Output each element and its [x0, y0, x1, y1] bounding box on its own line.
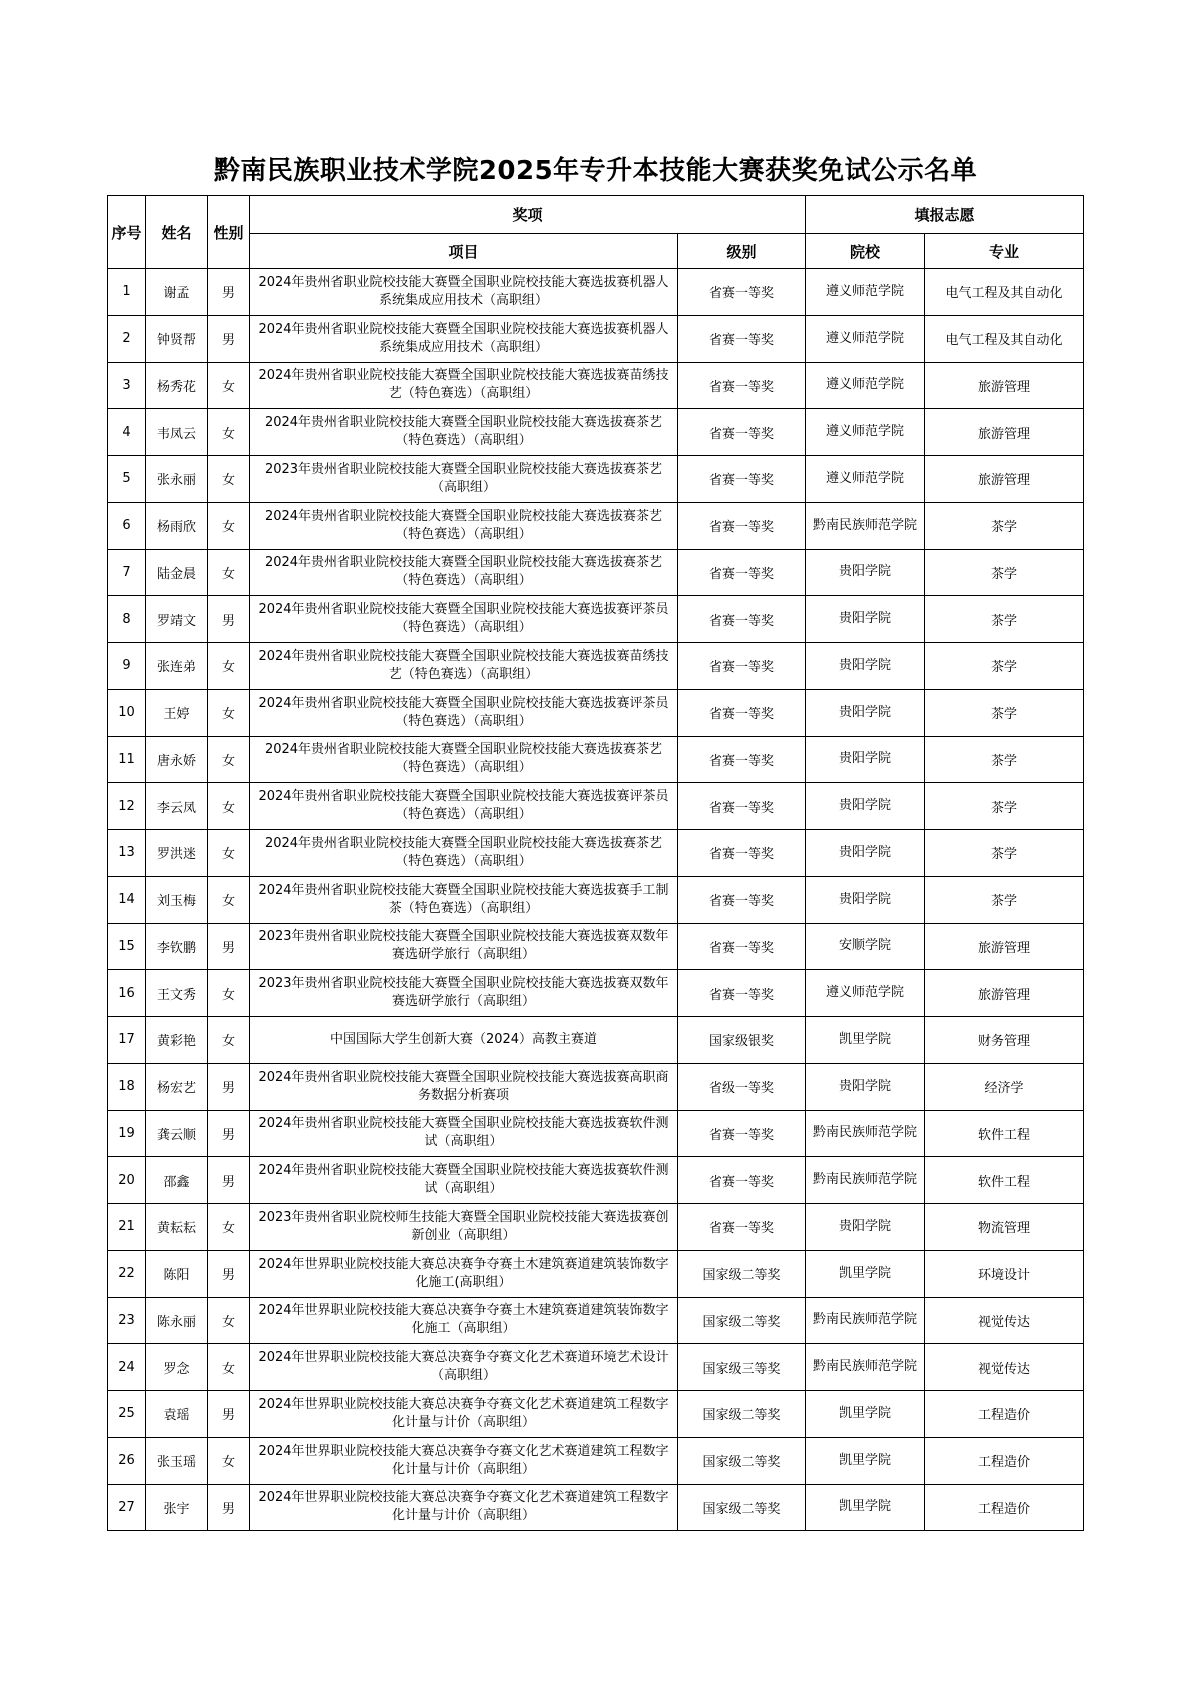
cell-gender: 女 — [208, 549, 250, 596]
table-row — [108, 1017, 1084, 1064]
table-row — [108, 1110, 1084, 1157]
cell-school: 贵阳学院 — [806, 1063, 925, 1110]
cell-school: 凯里学院 — [806, 1391, 925, 1438]
cell-major: 旅游管理 — [925, 409, 1084, 456]
cell-project: 2024年贵州省职业院校技能大赛暨全国职业院校技能大赛选拔赛软件测试（高职组） — [250, 1110, 678, 1157]
cell-name: 邵鑫 — [146, 1157, 208, 1204]
cell-project: 2024年贵州省职业院校技能大赛暨全国职业院校技能大赛选拔赛高职商务数据分析赛项 — [250, 1063, 678, 1110]
cell-level: 省赛一等奖 — [678, 549, 806, 596]
cell-name: 黄耘耘 — [146, 1204, 208, 1251]
cell-level: 省赛一等奖 — [678, 736, 806, 783]
cell-gender: 女 — [208, 783, 250, 830]
cell-school: 贵阳学院 — [806, 830, 925, 877]
table-row — [108, 1484, 1084, 1531]
header-project: 项目 — [250, 234, 678, 269]
cell-level: 国家级二等奖 — [678, 1391, 806, 1438]
cell-name: 李云凤 — [146, 783, 208, 830]
cell-gender: 男 — [208, 1484, 250, 1531]
cell-gender: 女 — [208, 1017, 250, 1064]
cell-name: 杨雨欣 — [146, 502, 208, 549]
cell-index: 14 — [108, 876, 146, 923]
cell-gender: 男 — [208, 315, 250, 362]
table-row — [108, 315, 1084, 362]
table-row — [108, 643, 1084, 690]
cell-school: 凯里学院 — [806, 1437, 925, 1484]
table-row — [108, 1204, 1084, 1251]
cell-major: 软件工程 — [925, 1157, 1084, 1204]
cell-major: 工程造价 — [925, 1484, 1084, 1531]
cell-name: 罗洪迷 — [146, 830, 208, 877]
cell-gender: 女 — [208, 456, 250, 503]
cell-name: 张连弟 — [146, 643, 208, 690]
cell-project: 2024年贵州省职业院校技能大赛暨全国职业院校技能大赛选拔赛茶艺（特色赛选）（高职组） — [250, 409, 678, 456]
cell-name: 陈永丽 — [146, 1297, 208, 1344]
cell-gender: 女 — [208, 502, 250, 549]
table-row — [108, 1250, 1084, 1297]
cell-major: 电气工程及其自动化 — [925, 269, 1084, 316]
cell-school: 黔南民族师范学院 — [806, 1110, 925, 1157]
cell-name: 杨宏艺 — [146, 1063, 208, 1110]
page-title: 黔南民族职业技术学院2025年专升本技能大赛获奖免试公示名单 — [213, 156, 978, 186]
cell-gender: 女 — [208, 409, 250, 456]
cell-index: 19 — [108, 1110, 146, 1157]
cell-gender: 女 — [208, 876, 250, 923]
cell-name: 罗念 — [146, 1344, 208, 1391]
cell-name: 袁瑶 — [146, 1391, 208, 1438]
cell-school: 凯里学院 — [806, 1250, 925, 1297]
cell-level: 省赛一等奖 — [678, 689, 806, 736]
cell-index: 25 — [108, 1391, 146, 1438]
cell-major: 旅游管理 — [925, 456, 1084, 503]
table-row — [108, 1391, 1084, 1438]
cell-index: 8 — [108, 596, 146, 643]
cell-index: 6 — [108, 502, 146, 549]
cell-school: 遵义师范学院 — [806, 362, 925, 409]
cell-major: 茶学 — [925, 689, 1084, 736]
cell-name: 罗靖文 — [146, 596, 208, 643]
cell-project: 2024年贵州省职业院校技能大赛暨全国职业院校技能大赛选拔赛茶艺（特色赛选）（高职组） — [250, 736, 678, 783]
cell-major: 旅游管理 — [925, 923, 1084, 970]
table-row — [108, 1063, 1084, 1110]
cell-level: 省赛一等奖 — [678, 643, 806, 690]
cell-level: 省赛一等奖 — [678, 362, 806, 409]
cell-school: 黔南民族师范学院 — [806, 1157, 925, 1204]
cell-index: 22 — [108, 1250, 146, 1297]
cell-major: 茶学 — [925, 596, 1084, 643]
cell-project: 2024年贵州省职业院校技能大赛暨全国职业院校技能大赛选拔赛机器人系统集成应用技术（高职组） — [250, 315, 678, 362]
header-index: 序号 — [108, 196, 146, 269]
cell-project: 2024年世界职业院校技能大赛总决赛争夺赛土木建筑赛道建筑装饰数字化施工（高职组） — [250, 1297, 678, 1344]
table-row — [108, 830, 1084, 877]
cell-major: 物流管理 — [925, 1204, 1084, 1251]
cell-school: 贵阳学院 — [806, 1204, 925, 1251]
cell-project: 2024年贵州省职业院校技能大赛暨全国职业院校技能大赛选拔赛机器人系统集成应用技术（高职组） — [250, 269, 678, 316]
cell-name: 陈阳 — [146, 1250, 208, 1297]
cell-index: 26 — [108, 1437, 146, 1484]
cell-project: 2024年世界职业院校技能大赛总决赛争夺赛土木建筑赛道建筑装饰数字化施工(高职组） — [250, 1250, 678, 1297]
cell-major: 软件工程 — [925, 1110, 1084, 1157]
cell-project: 中国国际大学生创新大赛（2024）高教主赛道 — [250, 1017, 678, 1064]
cell-school: 黔南民族师范学院 — [806, 502, 925, 549]
cell-major: 工程造价 — [925, 1437, 1084, 1484]
cell-gender: 女 — [208, 689, 250, 736]
cell-project: 2023年贵州省职业院校技能大赛暨全国职业院校技能大赛选拔赛双数年赛选研学旅行（高职组） — [250, 923, 678, 970]
cell-project: 2024年贵州省职业院校技能大赛暨全国职业院校技能大赛选拔赛软件测试（高职组） — [250, 1157, 678, 1204]
cell-index: 12 — [108, 783, 146, 830]
cell-index: 4 — [108, 409, 146, 456]
cell-school: 遵义师范学院 — [806, 409, 925, 456]
cell-school: 贵阳学院 — [806, 689, 925, 736]
table-row — [108, 923, 1084, 970]
cell-major: 环境设计 — [925, 1250, 1084, 1297]
cell-index: 27 — [108, 1484, 146, 1531]
table-row — [108, 783, 1084, 830]
cell-index: 18 — [108, 1063, 146, 1110]
cell-school: 凯里学院 — [806, 1484, 925, 1531]
cell-school: 贵阳学院 — [806, 736, 925, 783]
cell-project: 2024年贵州省职业院校技能大赛暨全国职业院校技能大赛选拔赛苗绣技艺（特色赛选）（高职组） — [250, 362, 678, 409]
cell-project: 2023年贵州省职业院校技能大赛暨全国职业院校技能大赛选拔赛茶艺（高职组） — [250, 456, 678, 503]
cell-name: 刘玉梅 — [146, 876, 208, 923]
cell-name: 张宇 — [146, 1484, 208, 1531]
cell-level: 省赛一等奖 — [678, 596, 806, 643]
cell-level: 省赛一等奖 — [678, 970, 806, 1017]
table-row — [108, 596, 1084, 643]
table-row — [108, 549, 1084, 596]
cell-level: 国家级银奖 — [678, 1017, 806, 1064]
cell-project: 2024年贵州省职业院校技能大赛暨全国职业院校技能大赛选拔赛评茶员（特色赛选）（高职组） — [250, 596, 678, 643]
cell-gender: 男 — [208, 1250, 250, 1297]
cell-gender: 男 — [208, 596, 250, 643]
cell-index: 1 — [108, 269, 146, 316]
cell-gender: 女 — [208, 970, 250, 1017]
cell-major: 经济学 — [925, 1063, 1084, 1110]
cell-level: 省赛一等奖 — [678, 1204, 806, 1251]
cell-index: 21 — [108, 1204, 146, 1251]
cell-gender: 男 — [208, 1391, 250, 1438]
table-row — [108, 876, 1084, 923]
cell-level: 省赛一等奖 — [678, 315, 806, 362]
cell-gender: 女 — [208, 1344, 250, 1391]
header-wish: 填报志愿 — [806, 196, 1084, 234]
cell-school: 遵义师范学院 — [806, 970, 925, 1017]
cell-major: 茶学 — [925, 736, 1084, 783]
cell-level: 省赛一等奖 — [678, 830, 806, 877]
cell-name: 张玉瑶 — [146, 1437, 208, 1484]
subheader-row — [108, 234, 1084, 269]
cell-project: 2024年贵州省职业院校技能大赛暨全国职业院校技能大赛选拔赛评茶员（特色赛选）（高职组） — [250, 783, 678, 830]
cell-name: 王文秀 — [146, 970, 208, 1017]
award-table — [107, 195, 1084, 1531]
table-row — [108, 970, 1084, 1017]
cell-school: 黔南民族师范学院 — [806, 1297, 925, 1344]
cell-gender: 女 — [208, 643, 250, 690]
cell-level: 省赛一等奖 — [678, 876, 806, 923]
cell-project: 2024年贵州省职业院校技能大赛暨全国职业院校技能大赛选拔赛苗绣技艺（特色赛选）（高职组） — [250, 643, 678, 690]
cell-level: 省赛一等奖 — [678, 783, 806, 830]
cell-gender: 女 — [208, 362, 250, 409]
header-name: 姓名 — [146, 196, 208, 269]
cell-project: 2024年贵州省职业院校技能大赛暨全国职业院校技能大赛选拔赛茶艺（特色赛选）（高职组） — [250, 830, 678, 877]
cell-major: 茶学 — [925, 549, 1084, 596]
table-row — [108, 362, 1084, 409]
cell-name: 陆金晨 — [146, 549, 208, 596]
cell-name: 黄彩艳 — [146, 1017, 208, 1064]
cell-index: 13 — [108, 830, 146, 877]
cell-level: 省赛一等奖 — [678, 1110, 806, 1157]
cell-gender: 男 — [208, 1157, 250, 1204]
cell-project: 2024年世界职业院校技能大赛总决赛争夺赛文化艺术赛道建筑工程数字化计量与计价（高职组） — [250, 1484, 678, 1531]
cell-index: 11 — [108, 736, 146, 783]
cell-index: 15 — [108, 923, 146, 970]
cell-major: 茶学 — [925, 876, 1084, 923]
cell-major: 视觉传达 — [925, 1297, 1084, 1344]
table-row — [108, 1297, 1084, 1344]
cell-index: 5 — [108, 456, 146, 503]
header-award: 奖项 — [250, 196, 806, 234]
cell-index: 20 — [108, 1157, 146, 1204]
cell-gender: 男 — [208, 923, 250, 970]
cell-level: 省赛一等奖 — [678, 1157, 806, 1204]
cell-major: 茶学 — [925, 502, 1084, 549]
table-row — [108, 269, 1084, 316]
cell-name: 王婷 — [146, 689, 208, 736]
cell-name: 钟贤帮 — [146, 315, 208, 362]
cell-major: 财务管理 — [925, 1017, 1084, 1064]
cell-project: 2023年贵州省职业院校技能大赛暨全国职业院校技能大赛选拔赛双数年赛选研学旅行（高职组） — [250, 970, 678, 1017]
cell-level: 国家级二等奖 — [678, 1484, 806, 1531]
cell-index: 7 — [108, 549, 146, 596]
cell-index: 17 — [108, 1017, 146, 1064]
cell-gender: 男 — [208, 269, 250, 316]
table-row — [108, 736, 1084, 783]
cell-index: 10 — [108, 689, 146, 736]
cell-school: 遵义师范学院 — [806, 315, 925, 362]
cell-major: 电气工程及其自动化 — [925, 315, 1084, 362]
cell-school: 贵阳学院 — [806, 643, 925, 690]
cell-level: 省赛一等奖 — [678, 456, 806, 503]
header-row — [108, 196, 1084, 234]
cell-school: 黔南民族师范学院 — [806, 1344, 925, 1391]
cell-level: 省赛一等奖 — [678, 409, 806, 456]
cell-major: 茶学 — [925, 783, 1084, 830]
cell-index: 16 — [108, 970, 146, 1017]
cell-level: 省赛一等奖 — [678, 502, 806, 549]
cell-level: 国家级二等奖 — [678, 1437, 806, 1484]
cell-index: 9 — [108, 643, 146, 690]
cell-project: 2024年世界职业院校技能大赛总决赛争夺赛文化艺术赛道环境艺术设计（高职组） — [250, 1344, 678, 1391]
cell-gender: 女 — [208, 1437, 250, 1484]
cell-gender: 女 — [208, 830, 250, 877]
cell-project: 2023年贵州省职业院校师生技能大赛暨全国职业院校技能大赛选拔赛创新创业（高职组） — [250, 1204, 678, 1251]
cell-school: 遵义师范学院 — [806, 456, 925, 503]
cell-school: 凯里学院 — [806, 1017, 925, 1064]
table-row — [108, 456, 1084, 503]
cell-name: 杨秀花 — [146, 362, 208, 409]
cell-gender: 男 — [208, 1063, 250, 1110]
cell-name: 张永丽 — [146, 456, 208, 503]
table-row — [108, 1344, 1084, 1391]
cell-index: 2 — [108, 315, 146, 362]
cell-level: 省级一等奖 — [678, 1063, 806, 1110]
cell-project: 2024年贵州省职业院校技能大赛暨全国职业院校技能大赛选拔赛手工制茶（特色赛选）（高职组） — [250, 876, 678, 923]
cell-project: 2024年贵州省职业院校技能大赛暨全国职业院校技能大赛选拔赛茶艺（特色赛选）（高职组） — [250, 502, 678, 549]
cell-project: 2024年世界职业院校技能大赛总决赛争夺赛文化艺术赛道建筑工程数字化计量与计价（高职组） — [250, 1437, 678, 1484]
cell-level: 省赛一等奖 — [678, 269, 806, 316]
header-school: 院校 — [806, 234, 925, 269]
cell-name: 谢孟 — [146, 269, 208, 316]
cell-school: 安顺学院 — [806, 923, 925, 970]
cell-major: 工程造价 — [925, 1391, 1084, 1438]
cell-major: 旅游管理 — [925, 362, 1084, 409]
table-row — [108, 502, 1084, 549]
cell-gender: 男 — [208, 1110, 250, 1157]
cell-project: 2024年贵州省职业院校技能大赛暨全国职业院校技能大赛选拔赛评茶员（特色赛选）（高职组） — [250, 689, 678, 736]
cell-gender: 女 — [208, 1204, 250, 1251]
header-gender: 性别 — [208, 196, 250, 269]
cell-index: 24 — [108, 1344, 146, 1391]
cell-level: 国家级二等奖 — [678, 1250, 806, 1297]
table-row — [108, 1437, 1084, 1484]
table-row — [108, 1157, 1084, 1204]
cell-project: 2024年世界职业院校技能大赛总决赛争夺赛文化艺术赛道建筑工程数字化计量与计价（高职组） — [250, 1391, 678, 1438]
cell-project: 2024年贵州省职业院校技能大赛暨全国职业院校技能大赛选拔赛茶艺（特色赛选）（高职组） — [250, 549, 678, 596]
header-level: 级别 — [678, 234, 806, 269]
cell-school: 贵阳学院 — [806, 549, 925, 596]
cell-school: 遵义师范学院 — [806, 269, 925, 316]
cell-name: 韦凤云 — [146, 409, 208, 456]
cell-name: 李钦鹏 — [146, 923, 208, 970]
cell-major: 视觉传达 — [925, 1344, 1084, 1391]
cell-level: 国家级三等奖 — [678, 1344, 806, 1391]
cell-index: 3 — [108, 362, 146, 409]
cell-major: 旅游管理 — [925, 970, 1084, 1017]
cell-gender: 女 — [208, 736, 250, 783]
table-body — [108, 269, 1084, 1531]
table-row — [108, 689, 1084, 736]
cell-school: 贵阳学院 — [806, 876, 925, 923]
cell-major: 茶学 — [925, 830, 1084, 877]
table-row — [108, 409, 1084, 456]
cell-name: 唐永娇 — [146, 736, 208, 783]
cell-school: 贵阳学院 — [806, 783, 925, 830]
cell-school: 贵阳学院 — [806, 596, 925, 643]
cell-major: 茶学 — [925, 643, 1084, 690]
cell-gender: 女 — [208, 1297, 250, 1344]
cell-index: 23 — [108, 1297, 146, 1344]
cell-name: 龚云顺 — [146, 1110, 208, 1157]
cell-level: 国家级二等奖 — [678, 1297, 806, 1344]
cell-level: 省赛一等奖 — [678, 923, 806, 970]
header-major: 专业 — [925, 234, 1084, 269]
